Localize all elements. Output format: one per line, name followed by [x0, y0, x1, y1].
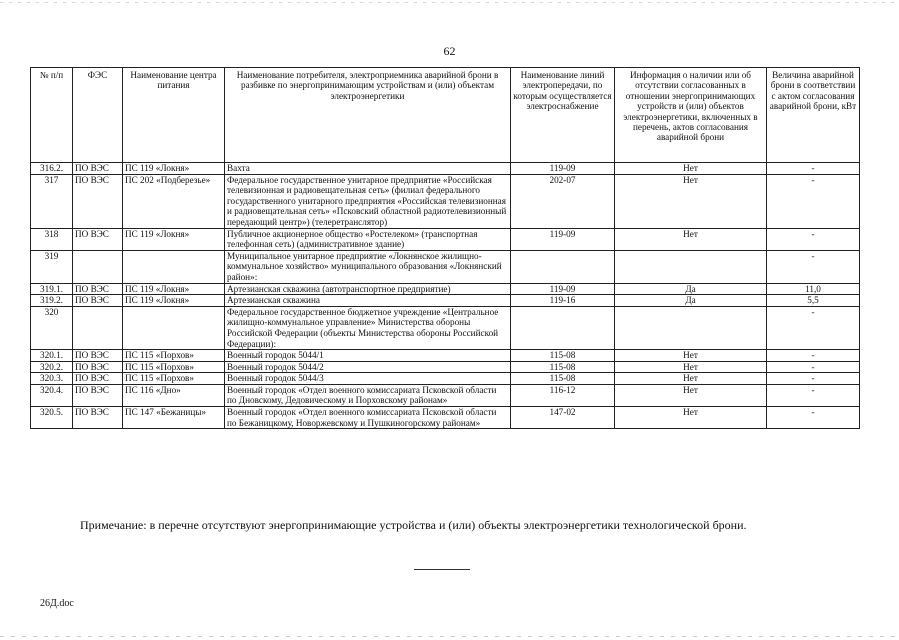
row-number: 317 [31, 174, 73, 228]
row-info [615, 250, 767, 283]
row-consumer: Публичное акционерное общество «Ростелеком» (транспортная телефонная сеть) (административное здание) [225, 228, 511, 250]
row-line: 115-08 [511, 373, 615, 385]
row-value: - [767, 361, 860, 373]
row-info [615, 306, 767, 349]
header-fes: ФЭС [73, 68, 123, 163]
row-line: 119-16 [511, 295, 615, 307]
separator-rule [414, 569, 470, 570]
row-number: 320.4. [31, 384, 73, 406]
row-value: 5,5 [767, 295, 860, 307]
table-row [31, 295, 860, 307]
header-consumer: Наименование потребителя, электроприемника аварийной брони в разбивке по энергопринимающим устройствам и (или) объектам электроэнергетики [225, 68, 511, 163]
row-consumer: Военный городок 5044/1 [225, 350, 511, 362]
row-fes: ПО ВЭС [73, 407, 123, 429]
footnote: Примечание: в перечне отсутствуют энергопринимающие устройства и (или) объекты электроэнергетики технологической брони. [80, 518, 747, 532]
row-center: ПС 115 «Порхов» [123, 361, 225, 373]
table-row [31, 174, 860, 228]
row-info: Да [615, 295, 767, 307]
table-row [31, 350, 860, 362]
row-fes: ПО ВЭС [73, 174, 123, 228]
row-consumer: Военный городок «Отдел военного комиссариата Псковской области по Дновскому, Дедовическому и Порховскому районам» [225, 384, 511, 406]
row-fes: ПО ВЭС [73, 361, 123, 373]
row-number: 320.5. [31, 407, 73, 429]
row-consumer: Военный городок 5044/3 [225, 373, 511, 385]
row-value: - [767, 163, 860, 175]
row-line: 119-09 [511, 163, 615, 175]
row-value: - [767, 174, 860, 228]
file-name: 26Д.doc [40, 598, 74, 609]
table-row [31, 250, 860, 283]
header-number: № п/п [31, 68, 73, 163]
row-center: ПС 119 «Локня» [123, 163, 225, 175]
row-info: Нет [615, 361, 767, 373]
row-number: 320.2. [31, 361, 73, 373]
row-info: Нет [615, 373, 767, 385]
row-line: 119-09 [511, 283, 615, 295]
scan-edge-top [0, 2, 899, 3]
header-center: Наименование центра питания [123, 68, 225, 163]
row-info: Нет [615, 174, 767, 228]
row-line [511, 306, 615, 349]
row-line: 202-07 [511, 174, 615, 228]
row-line: 115-08 [511, 350, 615, 362]
row-fes: ПО ВЭС [73, 163, 123, 175]
row-center [123, 250, 225, 283]
row-center [123, 306, 225, 349]
row-fes: ПО ВЭС [73, 295, 123, 307]
row-fes [73, 250, 123, 283]
row-line [511, 250, 615, 283]
row-consumer: Военный городок «Отдел военного комиссариата Псковской области по Бежаницкому, Новоржевскому и Пушкиногорскому районам» [225, 407, 511, 429]
table-header-row [31, 68, 860, 163]
row-consumer: Артезианская скважина (автотранспортное предприятие) [225, 283, 511, 295]
row-line: 116-12 [511, 384, 615, 406]
row-line: 119-09 [511, 228, 615, 250]
table-body [31, 163, 860, 429]
row-value: 11,0 [767, 283, 860, 295]
row-info: Нет [615, 163, 767, 175]
row-info: Да [615, 283, 767, 295]
row-number: 319 [31, 250, 73, 283]
page-number: 62 [443, 44, 456, 58]
row-center: ПС 119 «Локня» [123, 228, 225, 250]
row-number: 316.2. [31, 163, 73, 175]
table-row [31, 283, 860, 295]
table-row [31, 361, 860, 373]
row-number: 320.1. [31, 350, 73, 362]
row-number: 320.3. [31, 373, 73, 385]
row-fes: ПО ВЭС [73, 283, 123, 295]
header-value: Величина аварийной брони в соответствии с актом согласования аварийной брони, кВт [767, 68, 860, 163]
consumer-table [30, 67, 860, 429]
row-info: Нет [615, 407, 767, 429]
row-number: 318 [31, 228, 73, 250]
row-center: ПС 116 «Дно» [123, 384, 225, 406]
row-center: ПС 147 «Бежаницы» [123, 407, 225, 429]
row-fes [73, 306, 123, 349]
row-value: - [767, 250, 860, 283]
row-value: - [767, 306, 860, 349]
header-line: Наименование линий электропередачи, по которым осуществляется электроснабжение [511, 68, 615, 163]
table-row [31, 306, 860, 349]
table-row [31, 384, 860, 406]
row-value: - [767, 384, 860, 406]
table-row [31, 373, 860, 385]
row-center: ПС 115 «Порхов» [123, 350, 225, 362]
row-line: 147-02 [511, 407, 615, 429]
row-line: 115-08 [511, 361, 615, 373]
row-fes: ПО ВЭС [73, 350, 123, 362]
table-row [31, 163, 860, 175]
header-info: Информация о наличии или об отсутствии согласованных в отношении энергопринимающих устройств и (или) объектов электроэнергетики, включенных в перечень, актов согласования аварийной брони [615, 68, 767, 163]
row-fes: ПО ВЭС [73, 373, 123, 385]
row-number: 319.2. [31, 295, 73, 307]
row-info: Нет [615, 350, 767, 362]
row-center: ПС 119 «Локня» [123, 295, 225, 307]
row-center: ПС 202 «Подберезье» [123, 174, 225, 228]
row-consumer: Федеральное государственное унитарное предприятие «Российская телевизионная и радиовещательная сеть» (филиал федерального государственного унитарного предприятия «Российская телевизионная и радиовещательная сеть» «Псковский областной радиотелевизионный передающий центр») (телеретранслятор) [225, 174, 511, 228]
row-center: ПС 119 «Локня» [123, 283, 225, 295]
row-number: 319.1. [31, 283, 73, 295]
row-fes: ПО ВЭС [73, 384, 123, 406]
row-value: - [767, 350, 860, 362]
table-row [31, 228, 860, 250]
row-consumer: Муниципальное унитарное предприятие «Локнянское жилищно-коммунальное хозяйство» муниципального образования «Локнянский район»: [225, 250, 511, 283]
row-value: - [767, 228, 860, 250]
row-info: Нет [615, 228, 767, 250]
row-consumer: Вахта [225, 163, 511, 175]
row-consumer: Военный городок 5044/2 [225, 361, 511, 373]
row-consumer: Артезианская скважина [225, 295, 511, 307]
row-value: - [767, 407, 860, 429]
row-number: 320 [31, 306, 73, 349]
table-row [31, 407, 860, 429]
row-value: - [767, 373, 860, 385]
row-consumer: Федеральное государственное бюджетное учреждение «Центральное жилищно-коммунальное управление» Министерства обороны Российской Федерации (объекты Министерства обороны Российской Федерации): [225, 306, 511, 349]
row-center: ПС 115 «Порхов» [123, 373, 225, 385]
scan-edge-bottom [0, 636, 899, 637]
row-info: Нет [615, 384, 767, 406]
row-fes: ПО ВЭС [73, 228, 123, 250]
